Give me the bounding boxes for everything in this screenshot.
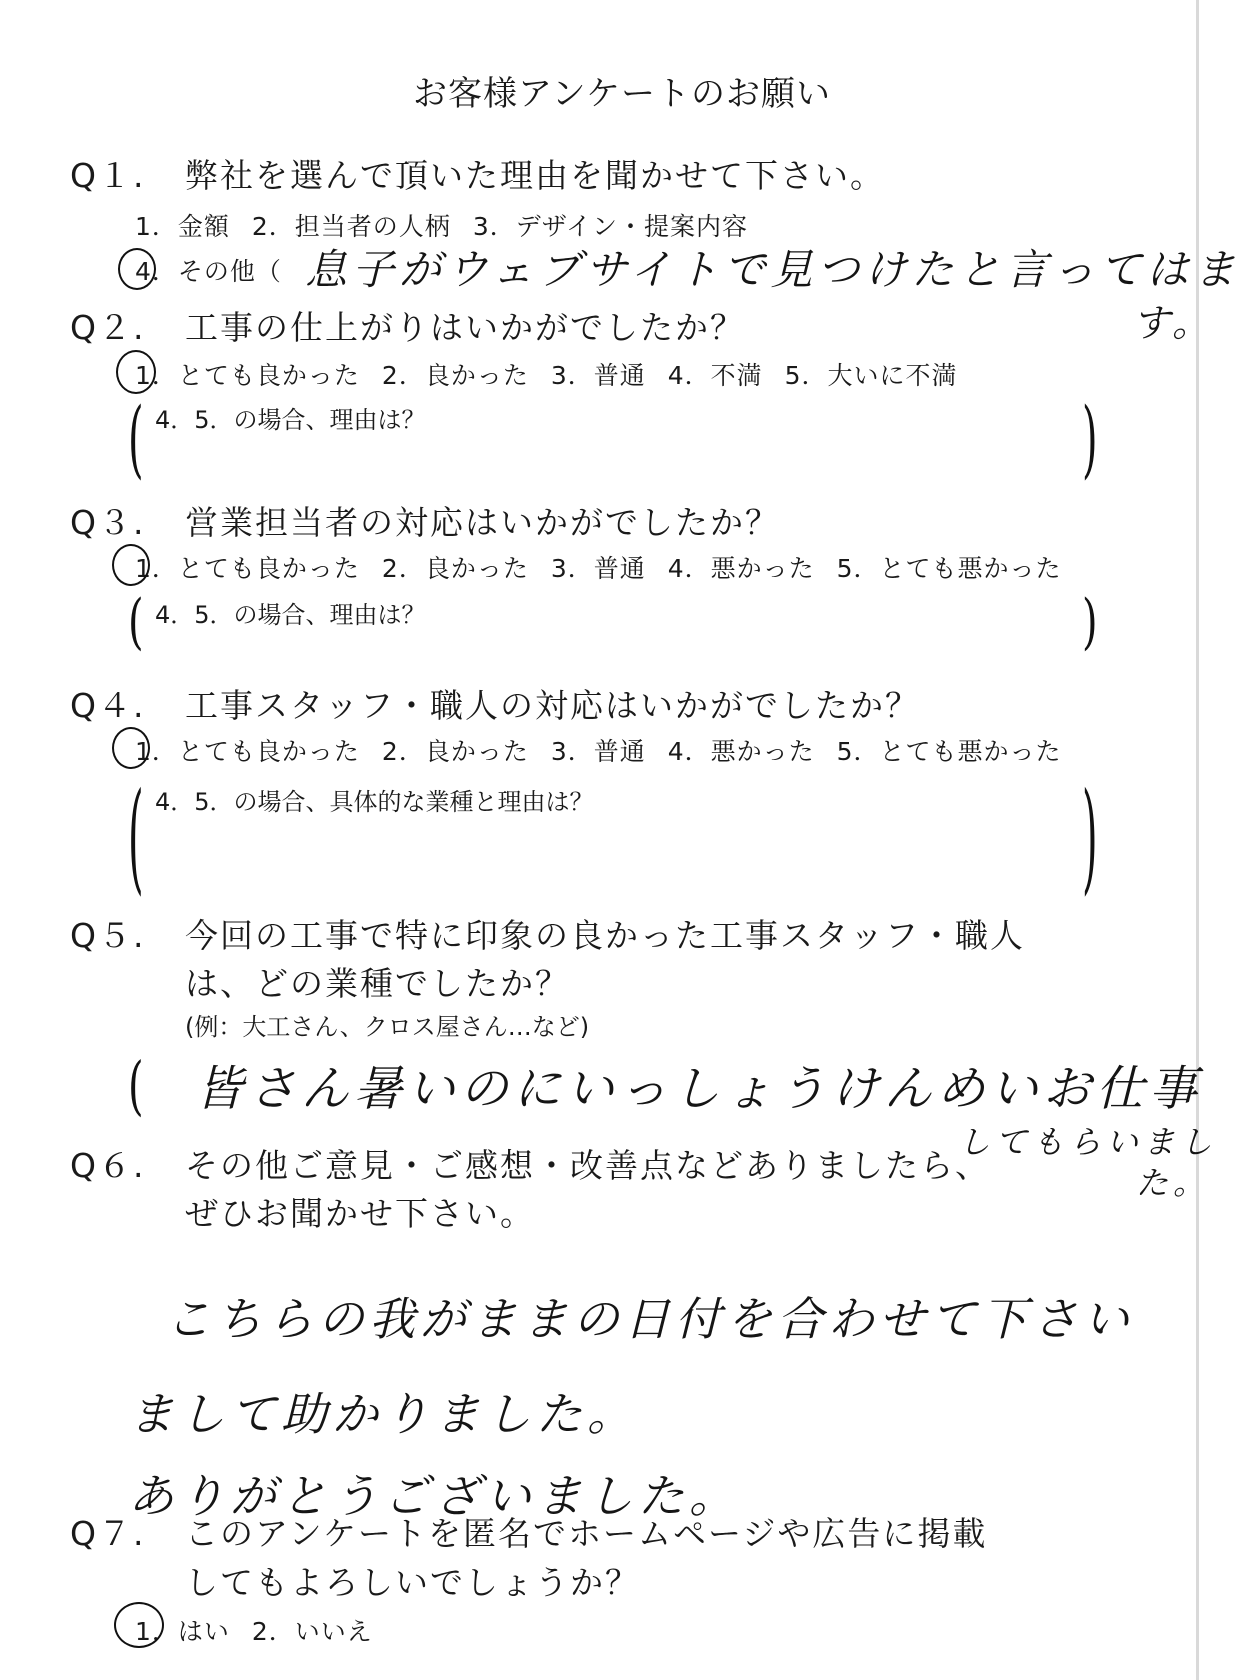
q3-options: [125, 549, 1084, 585]
q5-text-line1: 今回の工事で特に印象の良かった工事スタッフ・職人: [185, 916, 1025, 955]
q4-question: [70, 680, 920, 727]
q7-question: [70, 1508, 987, 1555]
q5-handwritten-answer-line3: た。: [1136, 1164, 1211, 1202]
q2-option-5: 5．大いに不満: [784, 361, 958, 390]
q4-text: 工事スタッフ・職人の対応はいかがでしたか？: [185, 686, 920, 725]
q6-number: Q６.: [70, 1146, 146, 1185]
q1-selected-circle: [118, 248, 156, 290]
q6-handwritten-answer-line2: まして助かりました。: [128, 1387, 638, 1441]
q2-number: Q２.: [70, 308, 146, 347]
q3-question: [70, 497, 780, 544]
q7-text-line1: このアンケートを匿名でホームページや広告に掲載: [185, 1514, 988, 1553]
q6-handwritten-answer-line3: ありがとうございました。: [128, 1469, 740, 1523]
q1-question: [70, 150, 885, 197]
q4-reason-label: 4．5．の場合、具体的な業種と理由は？: [155, 788, 594, 816]
q3-option-4: 4．悪かった: [667, 554, 815, 583]
q4-open-paren: (: [128, 770, 144, 908]
q3-text: 営業担当者の対応はいかがでしたか？: [185, 503, 780, 542]
q1-text: 弊社を選んで頂いた理由を聞かせて下さい。: [185, 156, 885, 195]
q1-option-other: 4．その他（: [135, 257, 282, 286]
q4-option-4: 4．悪かった: [667, 737, 815, 766]
q7-text-line2: してもよろしいでしょうか？: [185, 1563, 640, 1602]
q7-options: [125, 1612, 395, 1648]
q2-reason-label: 4．5．の場合、理由は？: [155, 406, 426, 434]
q7-option-1: 1．はい: [135, 1617, 230, 1646]
q1-handwritten-answer: 息子がウェブサイトで見つけたと言ってはま: [305, 245, 1241, 294]
q1-option-3: 3．デザイン・提案内容: [472, 212, 748, 241]
q7-option-2: 2．いいえ: [251, 1617, 373, 1646]
q2-selected-circle: [116, 350, 156, 394]
q2-text: 工事の仕上がりはいかがでしたか？: [185, 308, 745, 347]
q3-open-paren: (: [128, 588, 144, 657]
q4-option-2: 2．良かった: [381, 737, 529, 766]
q3-option-2: 2．良かった: [381, 554, 529, 583]
q3-selected-circle: [112, 544, 150, 586]
q3-number: Q３.: [70, 503, 146, 542]
q3-reason-label: 4．5．の場合、理由は？: [155, 601, 426, 629]
q5-number: Q５.: [70, 916, 146, 955]
q2-close-paren: ): [1082, 392, 1098, 489]
q4-close-paren: ): [1082, 770, 1098, 908]
q3-option-5: 5．とても悪かった: [836, 554, 1062, 583]
q5-handwritten-answer-line2: してもらいまし: [958, 1123, 1218, 1161]
q4-option-1: 1．とても良かった: [135, 737, 360, 766]
q3-close-paren: ): [1082, 588, 1098, 657]
q2-question: [70, 302, 745, 349]
q4-selected-circle: [112, 727, 150, 769]
q6-handwritten-answer-line1: こちらの我がままの日付を合わせて下さい: [165, 1292, 1134, 1346]
q3-option-3: 3．普通: [550, 554, 646, 583]
q1-option-1: 1．金額: [135, 212, 230, 241]
q7-number: Q７.: [70, 1514, 146, 1553]
q6-text-line2: ぜひお聞かせ下さい。: [185, 1194, 535, 1233]
q4-option-5: 5．とても悪かった: [836, 737, 1062, 766]
q6-question: [70, 1140, 990, 1187]
q4-option-3: 3．普通: [550, 737, 646, 766]
q2-options: [125, 356, 980, 392]
q2-open-paren: (: [128, 392, 144, 489]
q6-text-line1: その他ご意見・ご感想・改善点などありましたら、: [185, 1146, 990, 1185]
q1-handwritten-answer-tail: す。: [1132, 301, 1215, 345]
q1-option-2: 2．担当者の人柄: [251, 212, 451, 241]
q5-example: (例：大工さん、クロス屋さん…など): [185, 1013, 590, 1041]
q5-text-line2: は、どの業種でしたか？: [185, 964, 570, 1003]
q4-options: [125, 732, 1084, 768]
q2-option-4: 4．不満: [667, 361, 763, 390]
q1-number: Q１.: [70, 156, 146, 195]
q7-selected-circle: [114, 1602, 164, 1648]
q5-open-paren: (: [128, 1050, 144, 1124]
q4-number: Q４.: [70, 686, 146, 725]
q5-handwritten-answer-line1: 皆さん暑いのにいっしょうけんめいお仕事: [195, 1061, 1203, 1117]
q2-option-3: 3．普通: [550, 361, 646, 390]
q2-option-2: 2．良かった: [381, 361, 529, 390]
q5-question: [70, 910, 1025, 957]
q3-option-1: 1．とても良かった: [135, 554, 360, 583]
q2-option-1: 1．とても良かった: [135, 361, 360, 390]
survey-title: お客様アンケートのお願い: [413, 74, 831, 114]
